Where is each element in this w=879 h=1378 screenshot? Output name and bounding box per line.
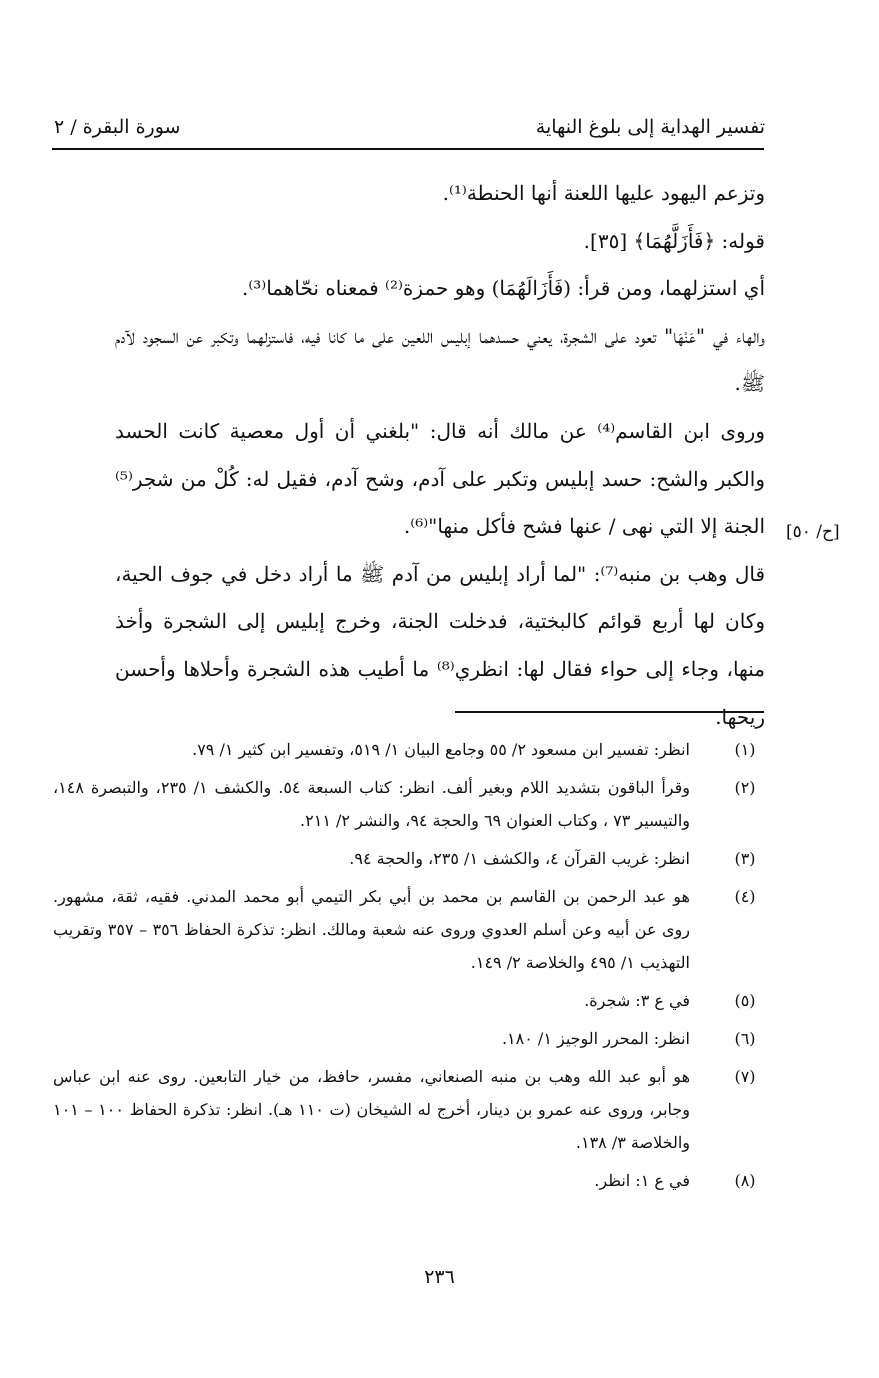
footnote [53,880,765,979]
body-paragraph: والهاء في "عَنْهَا" تعود على الشجرة، يعني حسدهما إبليس اللعين على ما كانا فيه، فاستزلهما وتكبر عن السجود لآدم ﷺ. [115,323,765,396]
body-paragraph: قال وهب بن منبه⁽⁷⁾: "لما أراد إبليس من آدم ﷺ ما أراد دخل في جوف الحية، وكان لها أربع قوائم كالبختية، فدخلت الجنة، وخرج إبليس إلى الشجرة وأخذ منها، وجاء إلى حواء فقال لها: انظري⁽⁸⁾ ما أطيب هذه الشجرة وأحلاها وأحسن ريحها. [115,561,766,729]
footnote [53,1060,765,1159]
footnote-number: (٨) [734,1171,756,1190]
footnote-number: (٥) [734,991,756,1010]
running-header-surah: سورة البقرة / ٢ [54,116,181,138]
footnote-text: انظر: تفسير ابن مسعود ٢/ ٥٥ وجامع البيان ١/ ٥١٩، وتفسير ابن كثير ١/ ٧٩. [192,740,690,759]
footnote-text: هو عبد الرحمن بن القاسم بن محمد بن أبي بكر التيمي أبو محمد المدني. فقيه، ثقة، مشهور. روى عن أبيه وعن أسلم العدوي وروى عنه شعبة ومالك. انظر: تذكرة الحفاظ ٣٥٦ – ٣٥٧ وتقريب التهذيب ١/ ٤٩٥ والخلاصة ٢/ ١٤٩. [53,887,691,972]
header-divider [52,148,764,150]
footnote-text: وقرأ الباقون بتشديد اللام وبغير ألف. انظر: كتاب السبعة ٥٤. والكشف ١/ ٢٣٥، والتبصرة ١٤٨، والتيسير ٧٣ ، وكتاب العنوان ٦٩ والحجة ٩٤، والنشر ٢/ ٢١١. [53,778,690,830]
main-text [115,170,765,741]
running-header-book-title: تفسير الهداية إلى بلوغ النهاية [535,116,765,138]
footnote-number: (٢) [734,778,756,797]
footnote [53,771,765,837]
footnote-text: في ع ٣: شجرة. [584,991,690,1010]
footnote-divider [455,711,764,713]
footnote [53,842,765,875]
footnote-text: في ع ١: انظر. [594,1171,690,1190]
body-paragraph: وروى ابن القاسم⁽⁴⁾ عن مالك أنه قال: "بلغني أن أول معصية كانت الحسد والكبر والشح: حسد إبليس وتكبر على آدم، وشح آدم، فقيل له: كُلْ من شجر⁽⁵⁾ الجنة إلا التي نهى / عنها فشح فأكل منها"⁽⁶⁾. [115,418,765,539]
body-paragraph: قوله: ﴿فَأَزَلَّهُمَا﴾ [٣٥]. [583,228,765,253]
footnote-number: (٧) [734,1067,756,1086]
body-paragraph: وتزعم اليهود عليها اللعنة أنها الحنطة⁽¹⁾. [442,181,765,205]
manuscript-folio-marker: [ح/ ٥٠] [786,522,840,542]
footnote [53,984,765,1017]
page-number: ٢٣٦ [424,1266,455,1288]
footnote-text: انظر: غريب القرآن ٤، والكشف ١/ ٢٣٥، والحجة ٩٤. [349,849,690,868]
footnote-text: انظر: المحرر الوجيز ١/ ١٨٠. [501,1029,690,1048]
footnote-text: هو أبو عبد الله وهب بن منبه الصنعاني، مفسر، حافظ، من خيار التابعين. روى عنه ابن عباس وجابر، وروى عنه عمرو بن دينار، أخرج له الشيخان (ت ١١٠ هـ). انظر: تذكرة الحفاظ ١٠٠ – ١٠١ والخلاصة ٣/ ١٣٨. [53,1067,691,1152]
footnote-number: (٤) [734,887,756,906]
footnote-number: (٦) [734,1029,756,1048]
footnote [53,1022,765,1055]
footnotes [53,733,765,1202]
footnote [53,733,765,766]
body-paragraph: أي استزلهما، ومن قرأ: (فَأَزَالَهُمَا) وهو حمزة⁽²⁾ فمعناه نحّاهما⁽³⁾. [241,276,765,301]
footnote-number: (٣) [734,849,756,868]
footnote-number: (١) [734,740,756,759]
footnote [53,1164,765,1197]
